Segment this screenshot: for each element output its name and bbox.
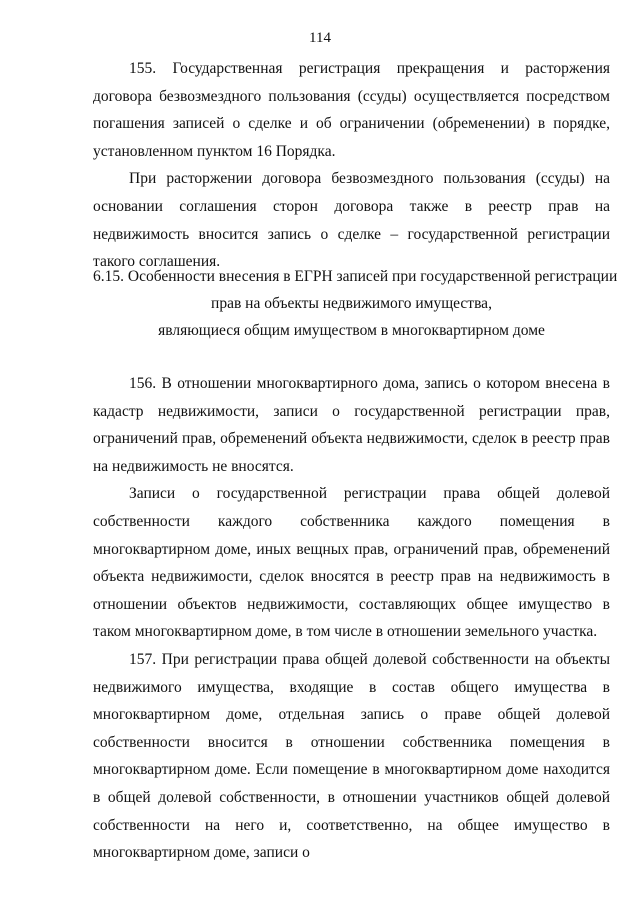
paragraph-156: 156. В отношении многоквартирного дома, запись о котором внесена в кадастр недвижимости, записи о государственной регистрации прав, ограничений прав, обременений объекта недвижимости, сделок в реестр прав на недвижимость не вносятся. [93,375,610,475]
heading-line-1: 6.15. Особенности внесения в ЕГРН записей при государственной регистрации [93,268,618,285]
heading-line-3: являющиеся общим имуществом в многоквартирном доме [158,322,545,339]
page-number: 114 [309,30,331,46]
paragraph-155-termination: При расторжении договора безвозмездного пользования (ссуды) на основании соглашения сторон договора также в реестр прав на недвижимость вносится запись о сделке – государственной регистрации такого соглашения. [93,170,610,271]
paragraph-155: 155. Государственная регистрация прекращения и расторжения договора безвозмездного пользования (ссуды) осуществляется посредством погашения записей о сделке и об ограничении (обременении) в порядке, установленном пунктом 16 Порядка. [93,60,610,160]
heading-line-2: прав на объекты недвижимого имущества, [211,295,492,312]
paragraph-157: 157. При регистрации права общей долевой собственности на объекты недвижимого имущества, входящие в состав общего имущества в многоквартирном доме, отдельная запись о праве общей долевой собственности вносится в отношении собственника помещения в многоквартирном доме. Если помещение в многоквартирном доме находится в общей долевой собственности, в отношении участников общей долевой собственности на него и, соответственно, на общее имущество в многоквартирном доме, записи о [93,650,610,862]
section-heading-6-15 [93,263,618,344]
section-155 [93,55,610,276]
section-156 [93,370,610,867]
paragraph-156-records: Записи о государственной регистрации права общей долевой собственности каждого собственника каждого помещения в многоквартирном доме, иных вещных прав, ограничений прав, обременений объекта недвижимости, сделок вносятся в реестр прав на недвижимость в отношении объектов недвижимости, составляющих общее имущество в таком многоквартирном доме, в том числе в отношении земельного участка. [93,485,610,641]
